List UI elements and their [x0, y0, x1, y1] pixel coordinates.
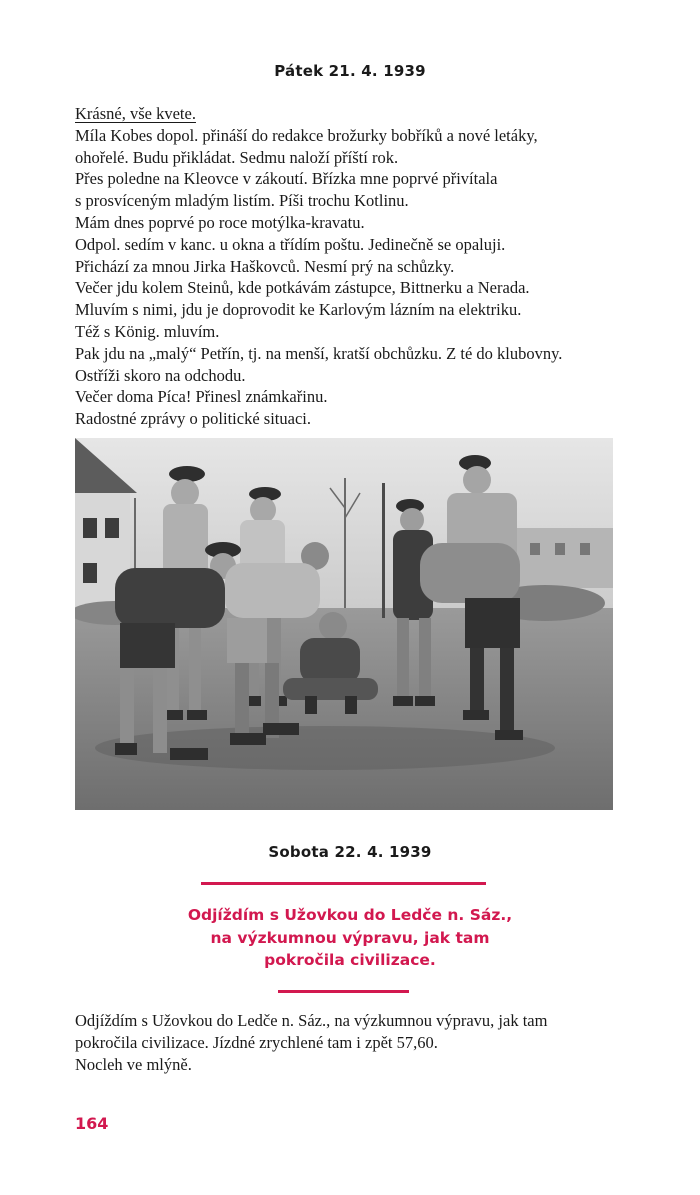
diary-line: Míla Kobes dopol. přináší do redakce brožurky bobříků a nové letáky,: [75, 125, 538, 145]
diary-line: Odpol. sedím v kanc. u okna a třídím poštu. Jedinečně se opaluji.: [75, 234, 506, 254]
pullquote-line: Odjíždím s Užovkou do Ledče n. Sáz.,: [187, 906, 513, 924]
diary-line: s prosvíceným mladým listím. Píši trochu Kotlinu.: [75, 191, 409, 211]
diary-line: Mluvím s nimi, jdu je doprovodit ke Karlovým lázním na elektriku.: [75, 300, 522, 320]
diary-line: Večer doma Píca! Přinesl známkařinu.: [75, 387, 328, 407]
pullquote-rule-bottom: [278, 990, 409, 993]
date-heading-friday: Pátek 21. 4. 1939: [274, 62, 426, 80]
pullquote-rule-top: [201, 882, 486, 885]
diary-entry-saturday: [75, 1010, 635, 1075]
diary-entry-friday: [75, 103, 635, 430]
diary-line: Mám dnes poprvé po roce motýlka-kravatu.: [75, 212, 365, 232]
diary-line: Odjíždím s Užovkou do Ledče n. Sáz., na výzkumnou výpravu, jak tam: [75, 1011, 548, 1030]
scouts-photograph: [75, 438, 613, 810]
diary-line: Též s König. mluvím.: [75, 321, 220, 341]
pullquote-line: pokročila civilizace.: [264, 951, 436, 969]
pullquote: [0, 904, 700, 972]
diary-line: Pak jdu na „malý“ Petřín, tj. na menší, kratší obchůzku. Z té do klubovny.: [75, 343, 563, 363]
diary-line: Večer jdu kolem Steinů, kde potkávám zástupce, Bittnerku a Nerada.: [75, 278, 530, 298]
pullquote-line: na výzkumnou výpravu, jak tam: [210, 928, 490, 947]
diary-line: Radostné zprávy o politické situaci.: [75, 409, 311, 429]
diary-line: Krásné, vše kvete.: [75, 104, 196, 123]
diary-line: Nocleh ve mlýně.: [75, 1054, 192, 1074]
diary-line: pokročila civilizace. Jízdné zrychlené tam i zpět 57,60.: [75, 1032, 438, 1052]
page-number: 164: [75, 1114, 109, 1133]
date-heading-saturday: Sobota 22. 4. 1939: [268, 843, 432, 861]
diary-line: Přes poledne na Kleovce v zákoutí. Břízka mne poprvé přivítala: [75, 169, 498, 189]
diary-line: Přichází za mnou Jirka Haškovců. Nesmí prý na schůzky.: [75, 256, 455, 276]
diary-line: Ostříži skoro na odchodu.: [75, 365, 246, 385]
diary-line: ohořelé. Budu přikládat. Sedmu naloží příští rok.: [75, 147, 399, 167]
